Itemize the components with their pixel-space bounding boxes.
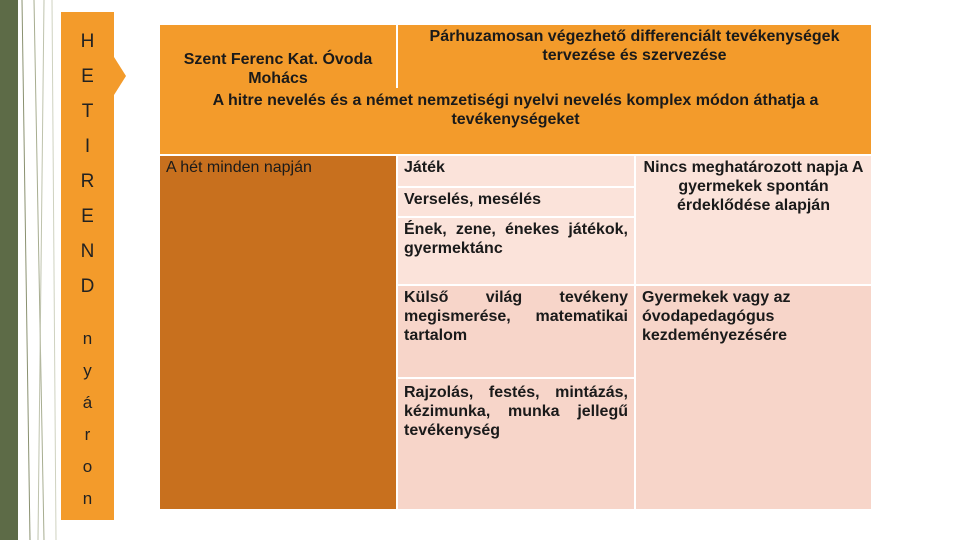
- vertical-letter: I: [84, 136, 91, 157]
- vertical-letter-small: o: [82, 457, 93, 476]
- note-initiated: Gyermekek vagy az óvodapedagógus kezdeményezésére: [634, 284, 871, 509]
- activity-jatek: Játék: [396, 154, 634, 186]
- decorative-lines: [0, 0, 60, 540]
- page-subtitle: A hitre nevelés és a német nemzetiségi nyelvi nevelés komplex módon áthatja a tevékenységeket: [160, 88, 871, 154]
- vertical-letter-small: á: [82, 393, 93, 412]
- school-city: Mohács: [248, 70, 308, 87]
- activity-enek: Ének, zene, énekes játékok, gyermektánc: [396, 216, 634, 284]
- vertical-letter: E: [81, 66, 94, 87]
- day-label: A hét minden napján: [160, 154, 396, 509]
- vertical-title-bar: [61, 12, 114, 520]
- vertical-letter: D: [80, 276, 95, 297]
- vertical-letter: T: [81, 101, 94, 122]
- page-title: Párhuzamosan végezhető differenciált tevékenységek tervezése és szervezése: [396, 25, 871, 88]
- arrow-right-icon: [114, 57, 126, 95]
- vertical-letter-small: n: [82, 489, 93, 508]
- note-spontaneous: Nincs meghatározott napja A gyermekek spontán érdeklődése alapján: [634, 154, 871, 284]
- vertical-letter: H: [80, 31, 95, 52]
- vertical-letter-small: n: [82, 329, 93, 348]
- activity-kulso: Külső világ tevékeny megismerése, matematikai tartalom: [396, 284, 634, 377]
- vertical-letter-small: y: [83, 361, 92, 380]
- school-name: Szent Ferenc Kat. Óvoda: [183, 51, 373, 68]
- activity-rajzolas: Rajzolás, festés, mintázás, kézimunka, munka jellegű tevékenység: [396, 377, 634, 509]
- vertical-letter: E: [81, 206, 94, 227]
- school-name-cell: [160, 25, 396, 88]
- vertical-letter: R: [80, 171, 95, 192]
- vertical-letter-small: r: [84, 425, 91, 444]
- vertical-letter: N: [80, 241, 95, 262]
- activity-verseles: Verselés, mesélés: [396, 186, 634, 216]
